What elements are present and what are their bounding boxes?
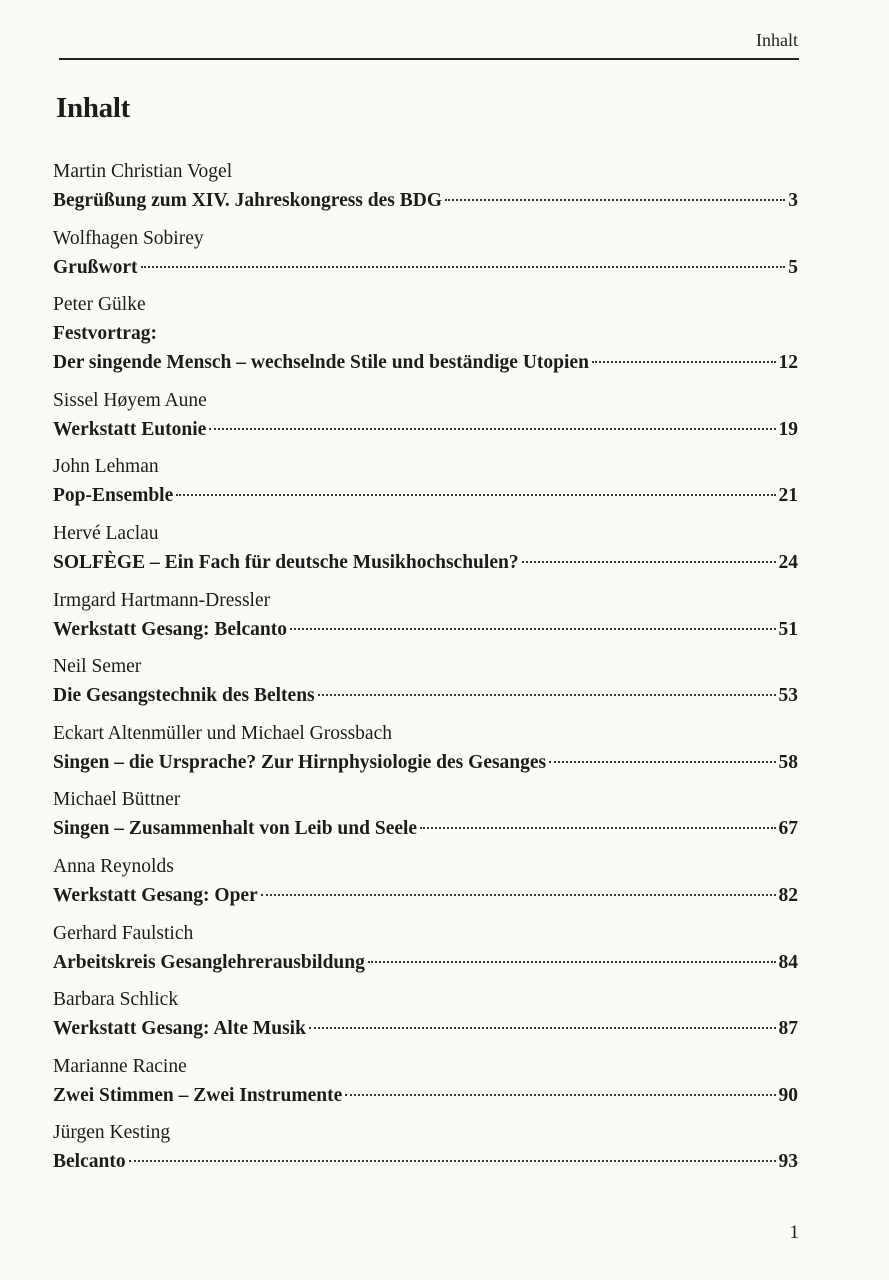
toc-page-number: 21 bbox=[778, 485, 798, 507]
dot-leader bbox=[290, 628, 776, 630]
toc-page-number: 93 bbox=[778, 1151, 798, 1173]
toc-title: SOLFÈGE – Ein Fach für deutsche Musikhochschulen? bbox=[53, 551, 519, 573]
toc-page-number: 19 bbox=[778, 418, 798, 440]
dot-leader bbox=[368, 961, 776, 963]
dot-leader bbox=[549, 761, 775, 763]
toc-author: Sissel Høyem Aune bbox=[53, 389, 207, 411]
toc-author: Jürgen Kesting bbox=[53, 1122, 171, 1144]
toc-page-number: 82 bbox=[778, 884, 798, 906]
toc-author: John Lehman bbox=[53, 456, 159, 478]
toc-page-number: 51 bbox=[778, 618, 798, 640]
toc-entry bbox=[53, 986, 798, 1053]
toc-title: Singen – die Ursprache? Zur Hirnphysiologie des Gesanges bbox=[53, 751, 547, 773]
toc-entry bbox=[53, 720, 798, 787]
dot-leader bbox=[420, 827, 775, 829]
dot-leader bbox=[445, 199, 785, 201]
toc-page-number: 58 bbox=[778, 751, 798, 773]
toc-title: Werkstatt Gesang: Oper bbox=[53, 884, 258, 906]
toc-author: Irmgard Hartmann-Dressler bbox=[53, 589, 271, 611]
toc-page-number: 24 bbox=[778, 551, 798, 573]
toc-title-line bbox=[53, 1081, 798, 1110]
header-rule bbox=[59, 58, 799, 60]
toc-title: Werkstatt Gesang: Alte Musik bbox=[53, 1018, 306, 1040]
toc-page-number: 90 bbox=[778, 1084, 798, 1106]
toc-title-line bbox=[53, 348, 798, 377]
toc-author: Gerhard Faulstich bbox=[53, 922, 194, 944]
toc-title: Der singende Mensch – wechselnde Stile und beständige Utopien bbox=[53, 352, 589, 374]
toc-title-line bbox=[53, 1014, 798, 1043]
toc-entry bbox=[53, 653, 798, 720]
toc-author: Wolfhagen Sobirey bbox=[53, 227, 204, 249]
page-title: Inhalt bbox=[56, 92, 130, 124]
dot-leader bbox=[309, 1027, 776, 1029]
toc-author: Neil Semer bbox=[53, 656, 142, 678]
toc-entry bbox=[53, 158, 798, 225]
toc-author: Hervé Laclau bbox=[53, 522, 159, 544]
dot-leader bbox=[129, 1160, 776, 1162]
toc-entry bbox=[53, 587, 798, 654]
running-head: Inhalt bbox=[756, 30, 798, 50]
dot-leader bbox=[592, 361, 776, 363]
toc-author: Barbara Schlick bbox=[53, 989, 179, 1011]
toc-title: Festvortrag: bbox=[53, 323, 157, 345]
toc-title-line bbox=[53, 548, 798, 577]
toc-author: Michael Büttner bbox=[53, 789, 181, 811]
toc-title: Werkstatt Eutonie bbox=[53, 418, 207, 440]
dot-leader bbox=[318, 694, 776, 696]
toc-title: Zwei Stimmen – Zwei Instrumente bbox=[53, 1084, 343, 1106]
toc-page-number: 53 bbox=[778, 685, 798, 707]
toc-entry bbox=[53, 853, 798, 920]
toc-author: Anna Reynolds bbox=[53, 855, 174, 877]
table-of-contents bbox=[53, 158, 798, 1186]
toc-title: Pop-Ensemble bbox=[53, 485, 174, 507]
toc-page-number: 12 bbox=[778, 352, 798, 374]
toc-title-line bbox=[53, 253, 798, 282]
dot-leader bbox=[345, 1094, 775, 1096]
toc-entry bbox=[53, 387, 798, 454]
page-number: 1 bbox=[789, 1222, 799, 1243]
toc-title-line bbox=[53, 186, 798, 215]
toc-title-line bbox=[53, 748, 798, 777]
dot-leader bbox=[522, 561, 776, 563]
toc-title-line bbox=[53, 615, 798, 644]
toc-title-line bbox=[53, 319, 798, 348]
toc-entry bbox=[53, 453, 798, 520]
toc-entry bbox=[53, 1119, 798, 1186]
toc-page-number: 87 bbox=[778, 1018, 798, 1040]
toc-entry bbox=[53, 225, 798, 292]
toc-title-line bbox=[53, 948, 798, 977]
toc-title-line bbox=[53, 881, 798, 910]
dot-leader bbox=[176, 494, 775, 496]
dot-leader bbox=[261, 894, 776, 896]
toc-title: Grußwort bbox=[53, 256, 138, 278]
toc-author: Marianne Racine bbox=[53, 1055, 187, 1077]
toc-title-line bbox=[53, 481, 798, 510]
toc-title: Werkstatt Gesang: Belcanto bbox=[53, 618, 287, 640]
toc-page-number: 84 bbox=[778, 951, 798, 973]
toc-page-number: 67 bbox=[778, 818, 798, 840]
toc-entry bbox=[53, 920, 798, 987]
toc-author: Peter Gülke bbox=[53, 294, 146, 316]
toc-entry bbox=[53, 786, 798, 853]
toc-title: Die Gesangstechnik des Beltens bbox=[53, 685, 315, 707]
toc-entry bbox=[53, 1053, 798, 1120]
dot-leader bbox=[141, 266, 786, 268]
toc-title-line bbox=[53, 814, 798, 843]
toc-author: Martin Christian Vogel bbox=[53, 161, 233, 182]
dot-leader bbox=[209, 428, 775, 430]
toc-title: Singen – Zusammenhalt von Leib und Seele bbox=[53, 818, 418, 840]
toc-title: Arbeitskreis Gesanglehrerausbildung bbox=[53, 951, 365, 973]
toc-page-number: 5 bbox=[788, 256, 798, 278]
toc-title: Belcanto bbox=[53, 1151, 126, 1173]
toc-page-number: 3 bbox=[788, 190, 798, 211]
toc-entry bbox=[53, 520, 798, 587]
toc-title-line bbox=[53, 681, 798, 710]
toc-title-line bbox=[53, 415, 798, 444]
toc-author: Eckart Altenmüller und Michael Grossbach bbox=[53, 722, 392, 744]
toc-title-line bbox=[53, 1147, 798, 1176]
toc-entry bbox=[53, 291, 798, 387]
toc-title: Begrüßung zum XIV. Jahreskongress des BDG bbox=[53, 190, 442, 211]
